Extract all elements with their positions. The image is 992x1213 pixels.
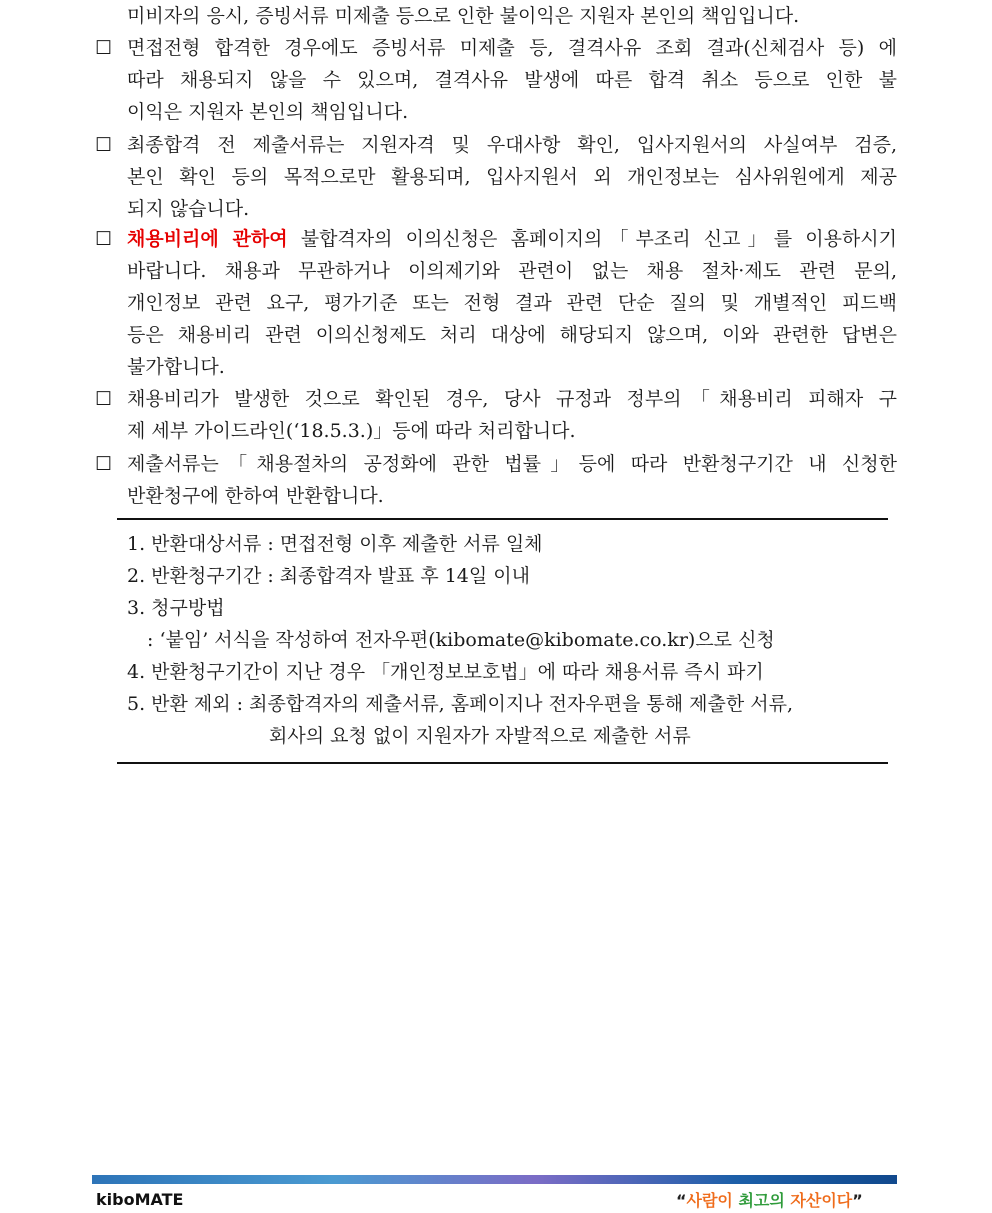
notice-line: 바랍니다. 채용과 무관하거나 이의제기와 관련이 없는 채용 절차·제도 관련 문의, xyxy=(127,260,897,282)
return-info-list xyxy=(127,528,793,752)
list-item: 5. 반환 제외 : 최종합격자의 제출서류, 홈페이지나 전자우편을 통해 제출한 서류, xyxy=(127,693,793,715)
notice-line: 면접전형 합격한 경우에도 증빙서류 미제출 등, 결격사유 조회 결과(신체검사 등) 에 xyxy=(127,37,897,59)
list-item: 3. 청구방법 xyxy=(127,597,225,619)
checkbox-icon: ☐ xyxy=(95,453,113,475)
list-item: 2. 반환청구기간 : 최종합격자 발표 후 14일 이내 xyxy=(127,565,531,587)
notice-line: 불가합니다. xyxy=(127,356,225,378)
slogan-part-2: 최고의 xyxy=(738,1191,785,1210)
checkbox-icon: ☐ xyxy=(95,388,113,410)
notice-line: 따라 채용되지 않을 수 있으며, 결격사유 발생에 따른 합격 취소 등으로 인한 불 xyxy=(127,69,897,91)
notice-line-first xyxy=(127,223,897,255)
notice-4-text xyxy=(127,383,897,447)
slogan-part-3: 자산이다 xyxy=(790,1191,853,1210)
notice-line: 개인정보 관련 요구, 평가기준 또는 전형 결과 관련 단순 질의 및 개별적인 피드백 xyxy=(127,292,897,314)
highlight-text: 채용비리에 관하여 xyxy=(127,228,288,250)
company-slogan xyxy=(676,1188,863,1211)
notice-5-text xyxy=(127,448,897,512)
notice-line: 제출서류는「채용절차의 공정화에 관한 법률」등에 따라 반환청구기간 내 신청한 xyxy=(127,453,897,475)
notice-line: 등은 채용비리 관련 이의신청제도 처리 대상에 해당되지 않으며, 이와 관련한 답변은 xyxy=(127,324,897,346)
company-logo: kiboMATE xyxy=(96,1190,184,1209)
slogan-open-quote: “ xyxy=(676,1191,687,1210)
notice-line: 채용비리가 발생한 것으로 확인된 경우, 당사 규정과 정부의「채용비리 피해자 구 xyxy=(127,388,897,410)
continued-line: 미비자의 응시, 증빙서류 미제출 등으로 인한 불이익은 지원자 본인의 책임입니다. xyxy=(127,5,800,27)
notice-2-text xyxy=(127,129,897,225)
notice-3-text xyxy=(127,223,897,383)
list-item: 4. 반환청구기간이 지난 경우 「개인정보보호법」에 따라 채용서류 즉시 파기 xyxy=(127,661,764,683)
list-item-detail: : ‘붙임’ 서식을 작성하여 전자우편(kibomate@kibomate.co.kr)으로 신청 xyxy=(147,629,775,651)
notice-line: 이익은 지원자 본인의 책임입니다. xyxy=(127,101,409,123)
notice-line: 본인 확인 등의 목적으로만 활용되며, 입사지원서 외 개인정보는 심사위원에게 제공 xyxy=(127,166,897,188)
slogan-close-quote: ” xyxy=(852,1191,863,1210)
notice-line: 최종합격 전 제출서류는 지원자격 및 우대사항 확인, 입사지원서의 사실여부 검증, xyxy=(127,134,897,156)
divider-bottom xyxy=(117,762,888,764)
checkbox-icon: ☐ xyxy=(95,134,113,156)
notice-line: 반환청구에 한하여 반환합니다. xyxy=(127,485,384,507)
notice-1-text xyxy=(127,32,897,128)
checkbox-icon: ☐ xyxy=(95,228,113,250)
footer-gradient-bar xyxy=(92,1175,897,1184)
notice-line: 되지 않습니다. xyxy=(127,198,250,220)
divider-top xyxy=(117,518,888,520)
notice-line-rest: 불합격자의 이의신청은 홈페이지의「부조리 신고」를 이용하시기 xyxy=(287,228,897,250)
slogan-part-1: 사람이 xyxy=(686,1191,733,1210)
notice-line: 제 세부 가이드라인(‘18.5.3.)」등에 따라 처리합니다. xyxy=(127,420,576,442)
list-item-detail: 회사의 요청 없이 지원자가 자발적으로 제출한 서류 xyxy=(269,725,691,747)
list-item: 1. 반환대상서류 : 면접전형 이후 제출한 서류 일체 xyxy=(127,533,543,555)
checkbox-icon: ☐ xyxy=(95,37,113,59)
